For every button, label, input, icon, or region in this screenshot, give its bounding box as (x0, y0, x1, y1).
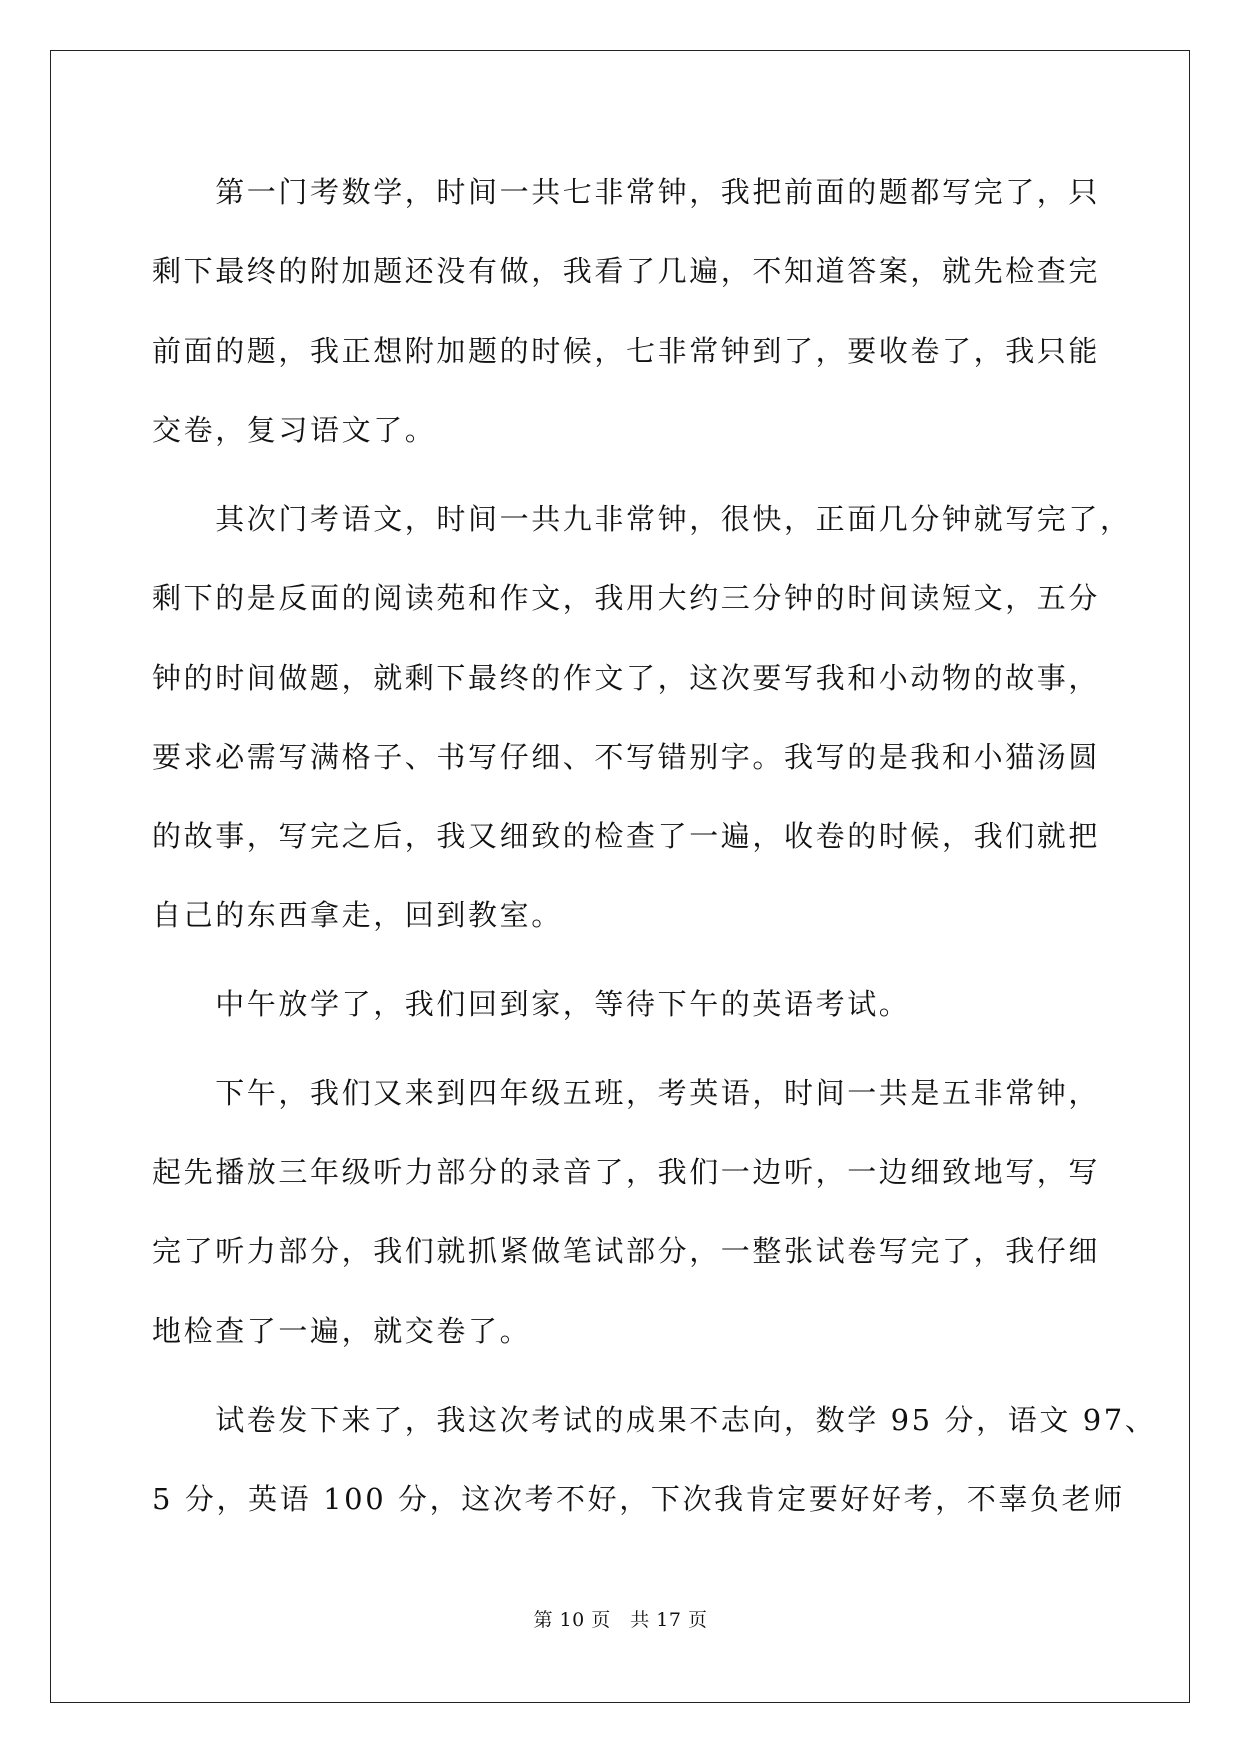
text-line: 第一门考数学，时间一共七非常钟，我把前面的题都写完了，只 (152, 175, 1101, 209)
text-line: 剩下最终的附加题还没有做，我看了几遍，不知道答案，就先检查完 (152, 254, 1101, 288)
page-number-footer: 第 10 页 共 17 页 (533, 1609, 708, 1631)
text-line: 中午放学了，我们回到家，等待下午的英语考试。 (152, 987, 911, 1021)
text-line: 其次门考语文，时间一共九非常钟，很快，正面几分钟就写完了， (152, 502, 1132, 536)
text-line: 自己的东西拿走，回到教室。 (152, 898, 563, 932)
text-line: 起先播放三年级听力部分的录音了，我们一边听，一边细致地写，写 (152, 1155, 1101, 1189)
text-line: 前面的题，我正想附加题的时候，七非常钟到了，要收卷了，我只能 (152, 334, 1101, 368)
text-line: 剩下的是反面的阅读苑和作文，我用大约三分钟的时间读短文，五分 (152, 581, 1101, 615)
text-line: 钟的时间做题，就剩下最终的作文了，这次要写我和小动物的故事， (152, 661, 1101, 695)
text-line: 完了听力部分，我们就抓紧做笔试部分，一整张试卷写完了，我仔细 (152, 1234, 1101, 1268)
text-line: 交卷，复习语文了。 (152, 413, 437, 447)
text-line: 5 分，英语 100 分，这次考不好，下次我肯定要好好考，不辜负老师 (152, 1482, 1125, 1516)
page-border (50, 50, 1190, 1703)
text-line: 试卷发下来了，我这次考试的成果不志向，数学 95 分，语文 97、 (152, 1403, 1157, 1437)
text-line: 要求必需写满格子、书写仔细、不写错别字。我写的是我和小猫汤圆 (152, 740, 1101, 774)
text-line: 地检查了一遍，就交卷了。 (152, 1314, 532, 1348)
text-line: 的故事，写完之后，我又细致的检查了一遍，收卷的时候，我们就把 (152, 819, 1101, 853)
text-line: 下午，我们又来到四年级五班，考英语，时间一共是五非常钟， (152, 1076, 1101, 1110)
